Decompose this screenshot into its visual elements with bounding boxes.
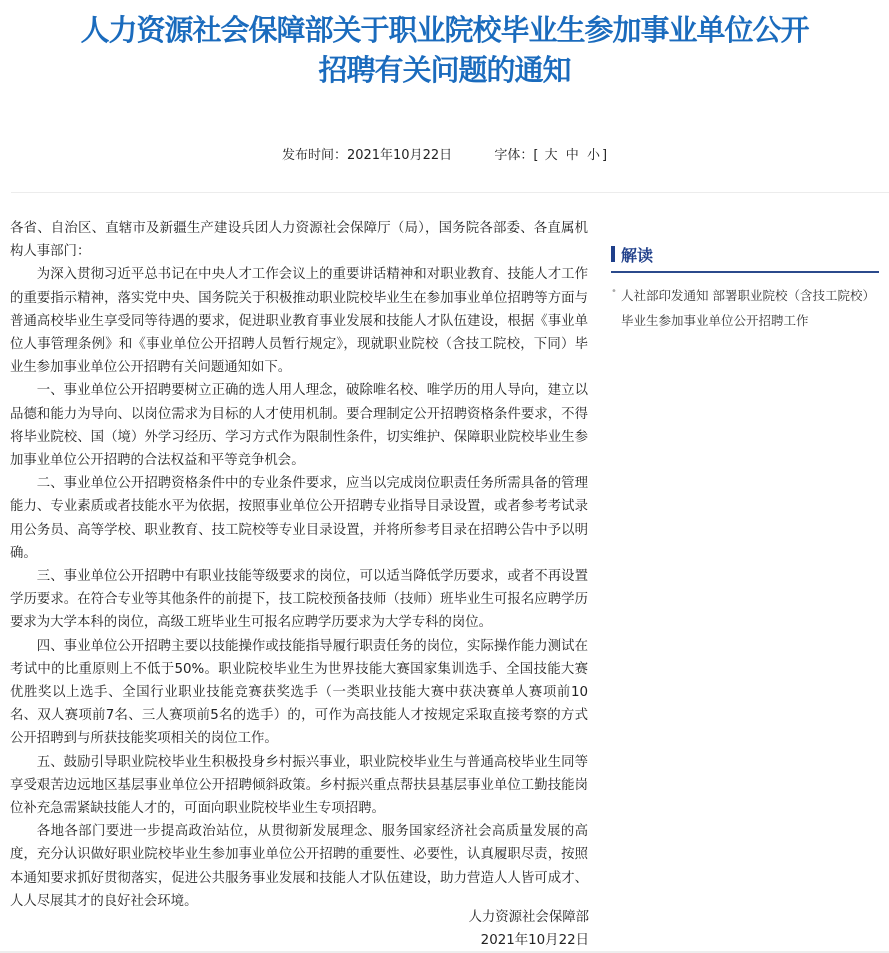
title-line-1: 人力资源社会保障部关于职业院校毕业生参加事业单位公开 (80, 13, 809, 47)
article-title (0, 10, 889, 90)
interpretation-sidebar (611, 241, 879, 333)
paragraph-1: 一、事业单位公开招聘要树立正确的选人用人理念，破除唯名校、唯学历的用人导向，建立以品德和能力为导向、以岗位需求为目标的人才使用机制。要合理制定公开招聘资格条件要求，不得将毕业院校、国（境）外学习经历、学习方式作为限制性条件，切实维护、保障职业院校毕业生参加事业单位公开招聘的合法权益和平等竞争机会。 (10, 383, 588, 469)
font-small-button[interactable]: 小 (586, 148, 600, 163)
paragraph-5: 五、鼓励引导职业院校毕业生积极投身乡村振兴事业，职业院校毕业生与普通高校毕业生同等享受艰苦边远地区基层事业单位公开招聘倾斜政策。乡村振兴重点帮扶县基层事业单位工勤技能岗位补充急需紧缺技能人才的，可面向职业院校毕业生专项招聘。 (10, 754, 588, 817)
article-body (10, 217, 588, 913)
signature (400, 906, 589, 952)
sidebar-title: 解读 (621, 245, 654, 265)
paragraph-3: 三、事业单位公开招聘中有职业技能等级要求的岗位，可以适当降低学历要求，或者不再设置学历要求。在符合专业等其他条件的前提下，技工院校预备技师（技师）班毕业生可报名应聘学历要求为大学本科的岗位，高级工班毕业生可报名应聘学历要求为大学专科的岗位。 (10, 569, 588, 631)
paragraph-2: 二、事业单位公开招聘资格条件中的专业条件要求，应当以完成岗位职责任务所需具备的管理能力、专业素质或者技能水平为依据，按照事业单位公开招聘专业指导目录设置，或者参考考试录用公务员、高等学校、职业教育、技工院校等专业目录设置，并将所参考目录在招聘公告中予以明确。 (10, 476, 588, 561)
sidebar-item[interactable] (611, 283, 879, 333)
bracket-open: [ (533, 148, 539, 163)
font-medium-button[interactable]: 中 (565, 148, 579, 163)
signature-org: 人力资源社会保障部 (468, 910, 589, 925)
font-label: 字体： (494, 148, 534, 163)
font-large-button[interactable]: 大 (544, 148, 558, 163)
bullet-icon: • (611, 286, 617, 297)
article-meta (0, 144, 889, 163)
paragraph-4: 四、事业单位公开招聘主要以技能操作或技能指导履行职责任务的岗位，实际操作能力测试在考试中的比重原则上不低于50%。职业院校毕业生为世界技能大赛国家集训选手、全国技能大赛优胜奖以上选手、全国行业职业技能竞赛获奖选手（一类职业技能大赛中获决赛单人赛项前10名、双人赛项前7名、三人赛项前5名的选手）的，可作为高技能人才按规定采取直接考察的方式公开招聘到与所获技能奖项相关的岗位工作。 (10, 638, 588, 747)
title-line-2: 招聘有关问题的通知 (318, 53, 571, 87)
signature-date: 2021年10月22日 (480, 933, 589, 948)
sidebar-header (611, 241, 879, 273)
accent-bar-icon (611, 246, 615, 262)
publish-date: 2021年10月22日 (346, 148, 453, 163)
sidebar-item-link[interactable]: 人社部印发通知 部署职业院校（含技工院校）毕业生参加事业单位公开招聘工作 (621, 288, 875, 328)
salutation: 各省、自治区、直辖市及新疆生产建设兵团人力资源社会保障厅（局），国务院各部委、各直属机构人事部门： (10, 221, 588, 260)
font-size-control (494, 144, 607, 163)
bracket-close: ] (601, 148, 608, 163)
header-divider (11, 192, 889, 193)
paragraph-intro: 为深入贯彻习近平总书记在中央人才工作会议上的重要讲话精神和对职业教育、技能人才工作的重要指示精神，落实党中央、国务院关于积极推动职业院校毕业生在参加事业单位招聘等方面与普通高校毕业生享受同等待遇的要求，促进职业教育事业发展和技能人才队伍建设，根据《事业单位人事管理条例》和《事业单位公开招聘人员暂行规定》，现就职业院校（含技工院校，下同）毕业生参加事业单位公开招聘有关问题通知如下。 (10, 267, 588, 376)
paragraph-closing: 各地各部门要进一步提高政治站位，从贯彻新发展理念、服务国家经济社会高质量发展的高度，充分认识做好职业院校毕业生参加事业单位公开招聘的重要性、必要性，认真履职尽责，按照本通知要求抓好贯彻落实，促进公共服务事业发展和技能人才队伍建设，助力营造人人皆可成才、人人尽展其才的良好社会环境。 (10, 824, 588, 909)
publish-label: 发布时间： (281, 148, 347, 163)
